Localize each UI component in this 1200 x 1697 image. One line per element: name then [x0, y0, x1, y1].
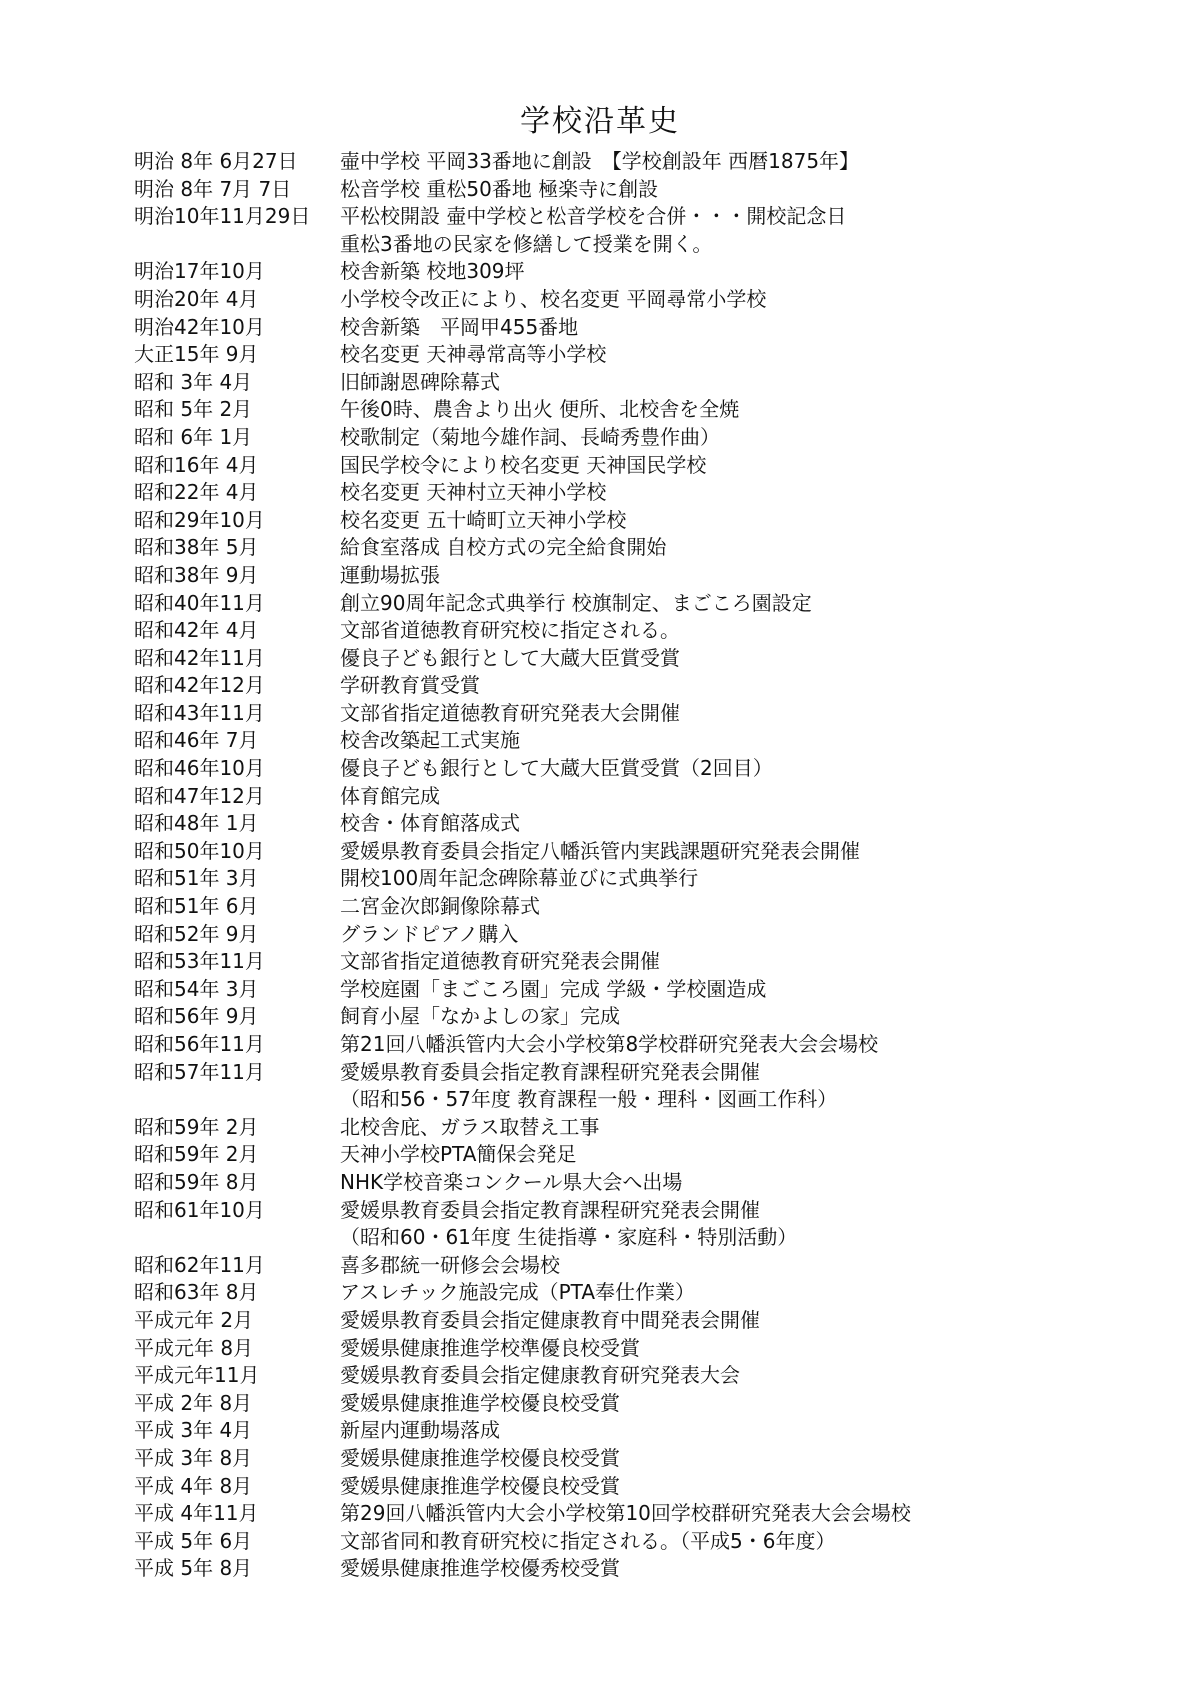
history-row [134, 1252, 1174, 1280]
history-row [134, 1031, 1174, 1059]
history-date: 昭和40年11月 [134, 590, 265, 615]
history-date: 明治 8年 7月 7日 [134, 176, 292, 201]
history-event: 平松校開設 壷中学校と松音学校を合併・・・開校記念日 [340, 204, 847, 229]
history-date [134, 231, 340, 259]
history-event: 小学校令改正により、校名変更 平岡尋常小学校 [340, 286, 767, 311]
history-date: 明治42年10月 [134, 314, 265, 339]
history-date: 昭和63年 8月 [134, 1280, 259, 1305]
history-row [134, 1335, 1174, 1363]
history-date: 平成 4年11月 [134, 1501, 259, 1526]
history-row [134, 258, 1174, 286]
history-date: 昭和51年 3月 [134, 866, 259, 891]
history-event: 愛媛県教育委員会指定八幡浜管内実践課題研究発表会開催 [340, 838, 860, 863]
history-date: 昭和59年 2月 [134, 1142, 259, 1167]
history-event: 国民学校令により校名変更 天神国民学校 [340, 452, 707, 477]
history-date: 昭和56年 9月 [134, 1004, 259, 1029]
history-row [134, 396, 1174, 424]
history-event: NHK学校音楽コンクール県大会へ出場 [340, 1169, 683, 1194]
history-date: 平成 3年 8月 [134, 1445, 253, 1470]
history-date: 平成元年11月 [134, 1363, 260, 1388]
history-date: 昭和38年 5月 [134, 535, 259, 560]
history-row [134, 865, 1174, 893]
history-event: 文部省道徳教育研究校に指定される。 [340, 618, 680, 643]
history-date: 大正15年 9月 [134, 342, 259, 367]
history-date: 平成 2年 8月 [134, 1390, 253, 1415]
history-event: 愛媛県教育委員会指定健康教育中間発表会開催 [340, 1307, 760, 1332]
history-date [134, 1086, 340, 1114]
history-date: 昭和 5年 2月 [134, 397, 253, 422]
history-date: 昭和62年11月 [134, 1252, 265, 1277]
history-event: 運動場拡張 [340, 562, 440, 587]
history-row [134, 1114, 1174, 1142]
history-event: 愛媛県健康推進学校優良校受賞 [340, 1445, 620, 1470]
history-event: 開校100周年記念碑除幕並びに式典挙行 [340, 866, 699, 891]
history-row [134, 1086, 1174, 1114]
history-row [134, 590, 1174, 618]
history-row [134, 1445, 1174, 1473]
history-event: 校名変更 五十崎町立天神小学校 [340, 507, 627, 532]
history-date: 昭和46年10月 [134, 756, 265, 781]
history-row [134, 562, 1174, 590]
history-date: 昭和 3年 4月 [134, 369, 253, 394]
history-event: 喜多郡統一研修会会場校 [340, 1252, 560, 1277]
history-row [134, 341, 1174, 369]
history-row [134, 1362, 1174, 1390]
history-date: 明治17年10月 [134, 259, 265, 284]
history-date: 昭和54年 3月 [134, 976, 259, 1001]
history-event: 北校舎庇、ガラス取替え工事 [340, 1114, 600, 1139]
history-date: 平成 5年 8月 [134, 1556, 253, 1581]
history-event: 優良子ども銀行として大蔵大臣賞受賞 [340, 645, 680, 670]
history-event: 校舎・体育館落成式 [340, 811, 520, 836]
history-date: 平成元年 8月 [134, 1335, 254, 1360]
history-row [134, 700, 1174, 728]
history-event: 愛媛県教育委員会指定健康教育研究発表大会 [340, 1363, 740, 1388]
history-date: 昭和43年11月 [134, 700, 265, 725]
history-event: 校名変更 天神尋常高等小学校 [340, 342, 607, 367]
history-event: 午後0時、農舎より出火 便所、北校舎を全焼 [340, 397, 740, 422]
history-date: 昭和51年 6月 [134, 894, 259, 919]
history-date: 昭和59年 8月 [134, 1169, 259, 1194]
history-row [134, 176, 1174, 204]
history-row [134, 1417, 1174, 1445]
history-date: 昭和22年 4月 [134, 480, 259, 505]
history-event: 松音学校 重松50番地 極楽寺に創設 [340, 176, 659, 201]
history-row [134, 1197, 1174, 1225]
history-date: 昭和53年11月 [134, 949, 265, 974]
history-row [134, 948, 1174, 976]
history-event: 文部省同和教育研究校に指定される。（平成5・6年度） [340, 1528, 836, 1553]
history-row [134, 755, 1174, 783]
history-row [134, 1528, 1174, 1556]
history-event: 旧師謝恩碑除幕式 [340, 369, 500, 394]
history-event: 校名変更 天神村立天神小学校 [340, 480, 607, 505]
history-event: 第21回八幡浜管内大会小学校第8学校群研究発表大会会場校 [340, 1032, 879, 1056]
history-date: 昭和16年 4月 [134, 452, 259, 477]
history-row [134, 645, 1174, 673]
history-event: 校舎新築 校地309坪 [340, 259, 525, 284]
history-row [134, 921, 1174, 949]
history-row [134, 231, 1174, 259]
history-event: 学校庭園「まごころ園」完成 学級・学校園造成 [340, 976, 767, 1001]
history-row [134, 507, 1174, 535]
history-date: 昭和42年11月 [134, 645, 265, 670]
history-date: 昭和 6年 1月 [134, 424, 253, 449]
history-date: 昭和56年11月 [134, 1032, 265, 1056]
history-event: 文部省指定道徳教育研究発表会開催 [340, 949, 660, 974]
history-row [134, 672, 1174, 700]
history-event: 愛媛県健康推進学校優秀校受賞 [340, 1556, 620, 1581]
history-event: 給食室落成 自校方式の完全給食開始 [340, 535, 667, 560]
history-event: 創立90周年記念式典挙行 校旗制定、まごころ園設定 [340, 590, 812, 615]
history-event: 愛媛県健康推進学校準優良校受賞 [340, 1335, 640, 1360]
history-date: 昭和52年 9月 [134, 921, 259, 946]
history-row [134, 369, 1174, 397]
history-row [134, 286, 1174, 314]
history-row [134, 976, 1174, 1004]
history-event: 第29回八幡浜管内大会小学校第10回学校群研究発表大会会場校 [340, 1501, 911, 1526]
history-event: グランドピアノ購入 [340, 921, 519, 946]
history-row [134, 617, 1174, 645]
history-row [134, 1473, 1174, 1501]
history-event: 愛媛県教育委員会指定教育課程研究発表会開催 [340, 1197, 760, 1222]
history-row [134, 424, 1174, 452]
history-row [134, 838, 1174, 866]
history-row [134, 1307, 1174, 1335]
history-event: 飼育小屋「なかよしの家」完成 [340, 1004, 620, 1029]
history-date: 昭和42年12月 [134, 673, 265, 698]
history-event: 校歌制定（菊地今雄作詞、長崎秀豊作曲） [340, 424, 720, 449]
history-row [134, 1500, 1174, 1528]
history-date: 昭和47年12月 [134, 783, 265, 808]
history-row [134, 1059, 1174, 1087]
history-event: 愛媛県健康推進学校優良校受賞 [340, 1473, 620, 1498]
history-event: 新屋内運動場落成 [340, 1418, 500, 1443]
history-event: （昭和56・57年度 教育課程一般・理科・図画工作科） [340, 1087, 838, 1112]
history-date: 昭和42年 4月 [134, 618, 259, 643]
history-date: 明治10年11月29日 [134, 204, 311, 229]
history-row [134, 1003, 1174, 1031]
history-row [134, 1169, 1174, 1197]
history-date: 平成元年 2月 [134, 1307, 254, 1332]
history-event: 優良子ども銀行として大蔵大臣賞受賞（2回目） [340, 756, 773, 781]
history-list [134, 148, 1174, 1583]
history-row [134, 1224, 1174, 1252]
history-row [134, 314, 1174, 342]
history-event: （昭和60・61年度 生徒指導・家庭科・特別活動） [340, 1225, 798, 1250]
history-row [134, 893, 1174, 921]
history-event: 校舎改築起工式実施 [340, 728, 520, 753]
history-row [134, 203, 1174, 231]
history-row [134, 479, 1174, 507]
history-event: 文部省指定道徳教育研究発表大会開催 [340, 700, 680, 725]
history-row [134, 452, 1174, 480]
history-date: 平成 3年 4月 [134, 1418, 253, 1443]
history-row [134, 727, 1174, 755]
history-event: 愛媛県健康推進学校優良校受賞 [340, 1390, 620, 1415]
history-date: 明治 8年 6月27日 [134, 149, 298, 173]
history-event: 学研教育賞受賞 [340, 673, 480, 698]
history-date: 昭和48年 1月 [134, 811, 259, 836]
history-date: 昭和57年11月 [134, 1059, 265, 1084]
history-row [134, 534, 1174, 562]
history-event: 校舎新築 平岡甲455番地 [340, 314, 579, 339]
history-date: 平成 4年 8月 [134, 1473, 253, 1498]
history-date: 明治20年 4月 [134, 286, 259, 311]
history-date: 昭和38年 9月 [134, 562, 259, 587]
page-title: 学校沿革史 [520, 104, 680, 139]
history-row [134, 1555, 1174, 1583]
history-event: 二宮金次郎銅像除幕式 [340, 894, 540, 919]
history-row [134, 783, 1174, 811]
history-date: 平成 5年 6月 [134, 1528, 253, 1553]
history-event: 体育館完成 [340, 783, 440, 808]
history-event: 愛媛県教育委員会指定教育課程研究発表会開催 [340, 1059, 760, 1084]
history-row [134, 148, 1174, 176]
history-event: アスレチック施設完成（PTA奉仕作業） [340, 1280, 696, 1305]
history-event: 壷中学校 平岡33番地に創設 【学校創設年 西暦1875年】 [340, 149, 860, 173]
history-event: 重松3番地の民家を修繕して授業を開く。 [340, 231, 713, 256]
history-event: 天神小学校PTA簡保会発足 [340, 1142, 577, 1167]
history-row [134, 1141, 1174, 1169]
history-date: 昭和59年 2月 [134, 1114, 259, 1139]
history-row [134, 1390, 1174, 1418]
history-date: 昭和29年10月 [134, 507, 265, 532]
history-date: 昭和61年10月 [134, 1197, 265, 1222]
history-row [134, 1279, 1174, 1307]
history-row [134, 810, 1174, 838]
history-date: 昭和50年10月 [134, 838, 265, 863]
history-date [134, 1224, 340, 1252]
history-date: 昭和46年 7月 [134, 728, 259, 753]
